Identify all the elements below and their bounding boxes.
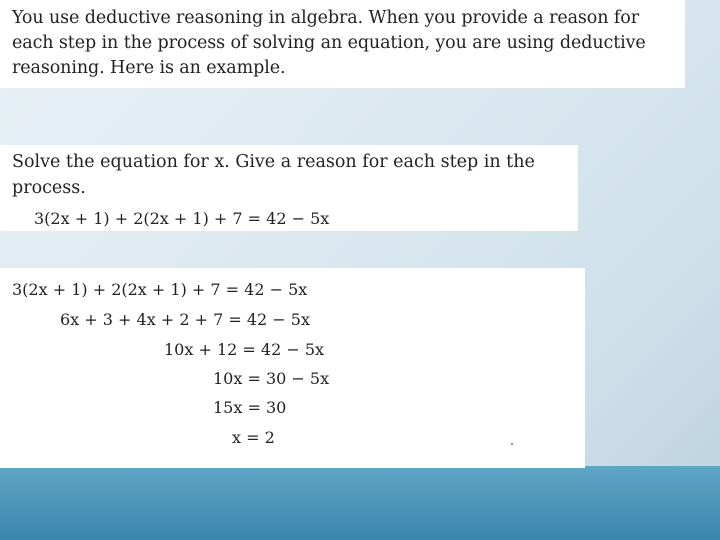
- stray-mark: [511, 443, 513, 445]
- intro-text: You use deductive reasoning in algebra. When you provide a reason for each step in the process of solving an equation, you are using deductive reasoning. Here is an example.: [12, 8, 646, 78]
- problem-panel: [0, 145, 578, 231]
- solution-step-3: 10x + 12 = 42 − 5x: [164, 340, 325, 359]
- solution-panel: [0, 268, 585, 468]
- solution-step-4: 10x = 30 − 5x: [213, 369, 330, 388]
- solution-step-6: x = 2: [232, 428, 275, 447]
- slide-footer-band: [0, 466, 720, 540]
- solution-step-5: 15x = 30: [213, 398, 287, 417]
- solution-step-1: 3(2x + 1) + 2(2x + 1) + 7 = 42 − 5x: [12, 280, 308, 299]
- problem-prompt: Solve the equation for x. Give a reason for each step in the process.: [12, 152, 535, 198]
- given-equation: 3(2x + 1) + 2(2x + 1) + 7 = 42 − 5x: [34, 209, 330, 228]
- solution-step-2: 6x + 3 + 4x + 2 + 7 = 42 − 5x: [60, 310, 310, 329]
- intro-panel: [0, 0, 685, 88]
